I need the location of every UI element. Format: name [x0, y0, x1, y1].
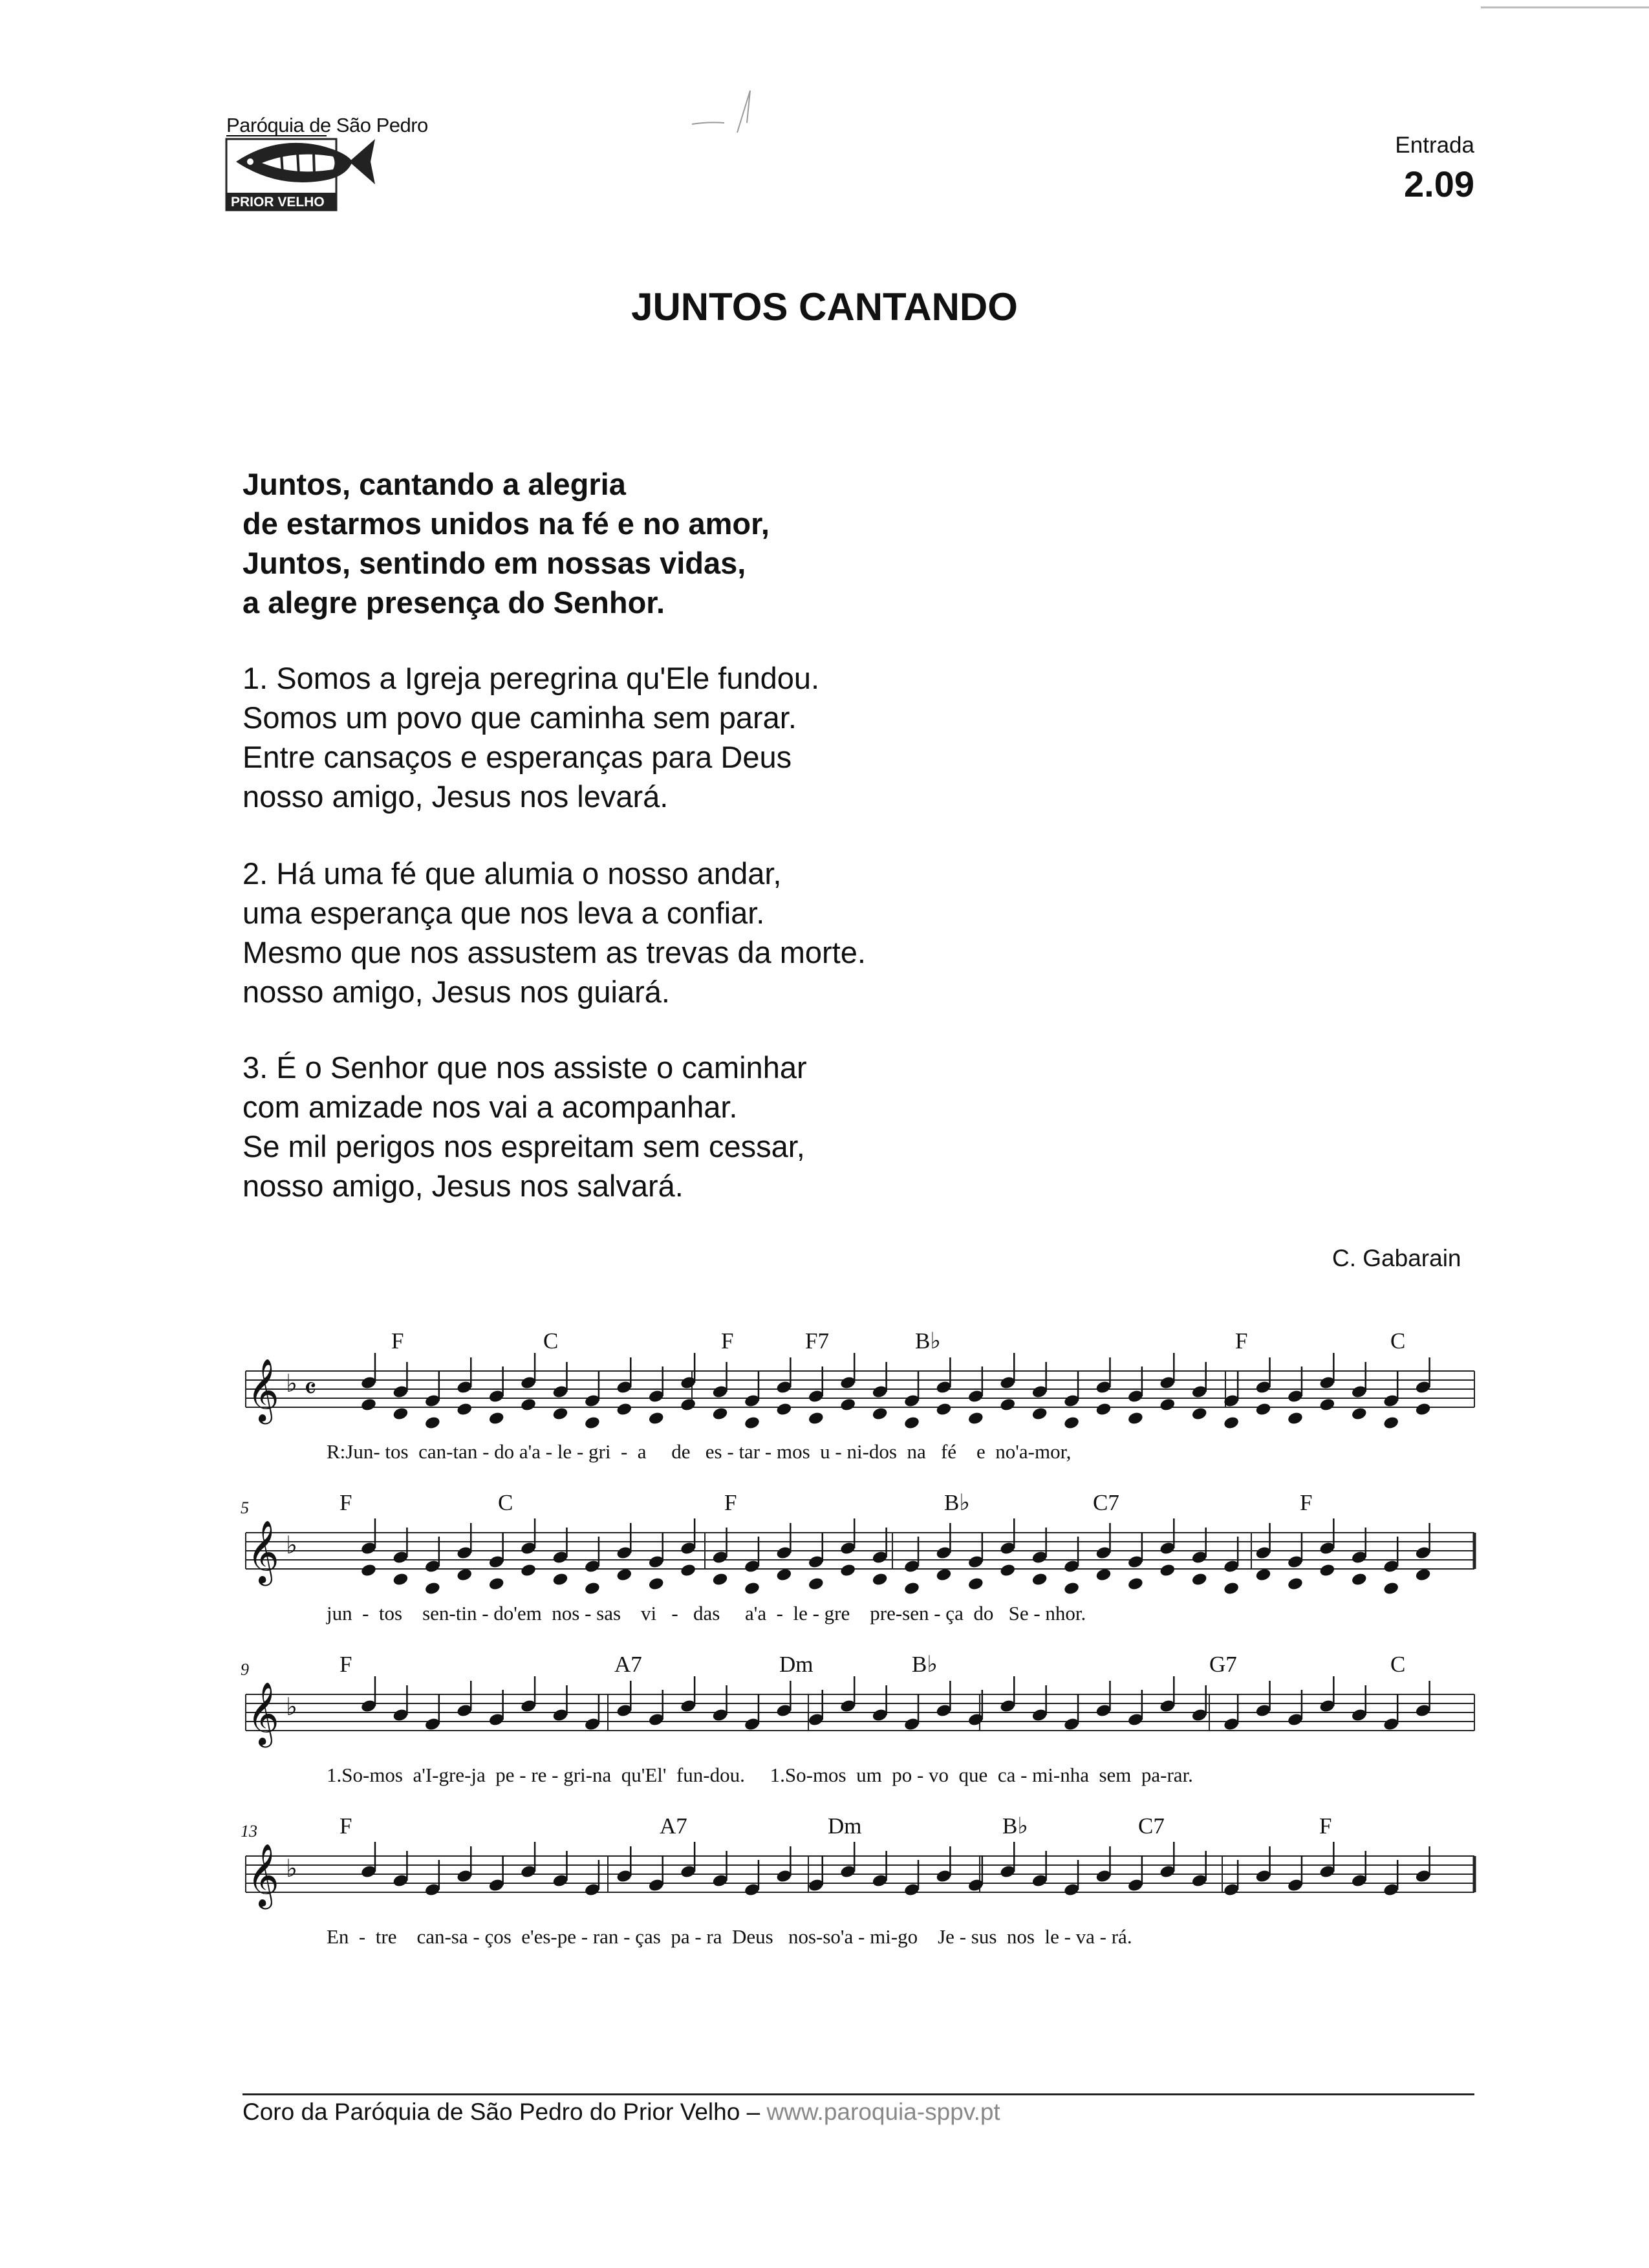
note-head	[1415, 1568, 1432, 1582]
scan-edge	[1481, 0, 1649, 8]
verse-line: Mesmo que nos assustem as trevas da morte.	[242, 935, 866, 969]
chord-symbol: Dm	[779, 1652, 814, 1677]
chord-symbol: C7	[1093, 1490, 1119, 1515]
note-head	[424, 1416, 441, 1431]
section-label: Entrada	[1395, 133, 1474, 158]
note-head	[616, 1568, 632, 1582]
note-head	[1095, 1402, 1112, 1417]
note-head	[360, 1563, 377, 1578]
note-head	[967, 1577, 984, 1592]
chord-symbol: C7	[1138, 1813, 1165, 1839]
verse-line: 1. Somos a Igreja peregrina qu'Ele fundou.	[242, 661, 820, 695]
note-head	[711, 1407, 728, 1421]
measure-number: 5	[241, 1498, 249, 1517]
note-head	[520, 1563, 537, 1578]
note-head	[1159, 1563, 1176, 1578]
chord-symbol: F	[339, 1490, 352, 1515]
note-head	[1255, 1402, 1271, 1417]
note-head	[456, 1568, 473, 1582]
verse-line: nosso amigo, Jesus nos levará.	[242, 779, 669, 814]
chord-symbol: B♭	[944, 1490, 970, 1515]
note-head	[424, 1581, 441, 1596]
key-flat: ♭	[286, 1854, 297, 1883]
note-head	[839, 1563, 856, 1578]
note-head	[1383, 1581, 1399, 1596]
chord-symbol: A7	[614, 1652, 642, 1677]
measure-number: 9	[241, 1660, 249, 1679]
note-head	[1255, 1568, 1271, 1582]
note-head	[1223, 1416, 1240, 1431]
note-head	[584, 1581, 601, 1596]
treble-clef: 𝄞	[247, 1681, 279, 1745]
note-head	[360, 1398, 377, 1412]
chord-symbol: Dm	[828, 1813, 862, 1839]
footer	[242, 2099, 1000, 2126]
pencil-mark	[689, 84, 766, 136]
note-head	[935, 1568, 952, 1582]
lyric-line: jun - tos sen-tin - do'em nos - sas vi - das a'a - le - gre pre-sen - ça do Se - nhor.	[327, 1602, 1086, 1625]
key-flat: ♭	[286, 1531, 297, 1559]
refrain-line: a alegre presença do Senhor.	[242, 585, 665, 620]
note-head	[552, 1407, 568, 1421]
note-head	[1063, 1581, 1080, 1596]
note-head	[1031, 1572, 1048, 1587]
verse-line: 3. É o Senhor que nos assiste o caminhar	[242, 1050, 807, 1085]
chord-symbol: C	[1390, 1328, 1406, 1354]
note-head	[1351, 1407, 1368, 1421]
lyric-line: En - tre can-sa - ços e'es-pe - ran - ças pa - ra Deus nos-so'a - mi-go Je - sus nos le - va - rá.	[327, 1925, 1132, 1948]
note-head	[1159, 1398, 1176, 1412]
note-head	[808, 1411, 824, 1426]
refrain-line: Juntos, cantando a alegria	[242, 467, 626, 501]
treble-clef: 𝄞	[247, 1520, 279, 1583]
parish-place: PRIOR VELHO	[231, 195, 325, 210]
verse-line: nosso amigo, Jesus nos salvará.	[242, 1169, 684, 1203]
sheet-music	[239, 1319, 1481, 2005]
song-number: 2.09	[1404, 164, 1474, 204]
note-head	[1031, 1407, 1048, 1421]
note-head	[616, 1402, 632, 1417]
note-head	[1287, 1577, 1304, 1592]
note-head	[935, 1402, 952, 1417]
time-signature: 𝄴	[304, 1372, 317, 1405]
note-head	[552, 1572, 568, 1587]
note-head	[1383, 1416, 1399, 1431]
note-head	[1095, 1568, 1112, 1582]
note-head	[680, 1398, 696, 1412]
note-head	[744, 1416, 760, 1431]
verse-line: Se mil perigos nos espreitam sem cessar,	[242, 1129, 805, 1163]
note-head	[744, 1581, 760, 1596]
note-head	[584, 1416, 601, 1431]
note-head	[999, 1563, 1016, 1578]
footer-rule	[242, 2093, 1474, 2095]
refrain-line: de estarmos unidos na fé e no amor,	[242, 506, 770, 541]
chord-symbol: B♭	[915, 1328, 941, 1354]
chord-symbol: C	[498, 1490, 513, 1515]
chord-symbol: A7	[660, 1813, 687, 1839]
note-head	[1191, 1572, 1208, 1587]
verse-line: nosso amigo, Jesus nos guiará.	[242, 975, 670, 1009]
note-head	[1415, 1402, 1432, 1417]
note-head	[1319, 1563, 1335, 1578]
chord-symbol: F	[339, 1652, 352, 1677]
note-head	[1127, 1577, 1144, 1592]
key-flat: ♭	[286, 1369, 297, 1398]
verse-1	[242, 658, 819, 816]
note-head	[903, 1581, 920, 1596]
note-head	[775, 1568, 792, 1582]
note-head	[872, 1407, 889, 1421]
chord-symbol: F	[391, 1328, 404, 1354]
footer-text: Coro da Paróquia de São Pedro do Prior Velho –	[242, 2099, 767, 2125]
note-head	[680, 1563, 696, 1578]
verse-3	[242, 1048, 807, 1205]
chord-symbol: F	[724, 1490, 737, 1515]
chord-symbol: F	[721, 1328, 734, 1354]
note-head	[1127, 1411, 1144, 1426]
note-head	[775, 1402, 792, 1417]
note-head	[392, 1407, 409, 1421]
note-head	[999, 1398, 1016, 1412]
verse-line: Entre cansaços e esperanças para Deus	[242, 740, 792, 774]
note-head	[1063, 1416, 1080, 1431]
treble-clef: 𝄞	[247, 1843, 279, 1906]
verse-2	[242, 854, 866, 1011]
measure-number: 13	[241, 1822, 257, 1841]
note-head	[903, 1416, 920, 1431]
parish-name: Paróquia de São Pedro	[226, 114, 428, 136]
note-head	[648, 1577, 665, 1592]
verse-line: com amizade nos vai a acompanhar.	[242, 1090, 738, 1124]
chord-symbol: F	[339, 1813, 352, 1839]
refrain	[242, 464, 770, 622]
note-head	[872, 1572, 889, 1587]
note-head	[1191, 1407, 1208, 1421]
note-head	[648, 1411, 665, 1426]
verse-line: Somos um povo que caminha sem parar.	[242, 700, 797, 735]
lyric-line: 1.So-mos a'I-gre-ja pe - re - gri-na qu'El' fun-dou. 1.So-mos um po - vo que ca - mi-nha sem pa-rar.	[327, 1764, 1193, 1786]
song-title: JUNTOS CANTANDO	[631, 285, 1018, 329]
note-head	[808, 1577, 824, 1592]
note-head	[839, 1398, 856, 1412]
note-head	[967, 1411, 984, 1426]
chord-symbol: F	[1235, 1328, 1248, 1354]
note-head	[1319, 1398, 1335, 1412]
note-head	[1351, 1572, 1368, 1587]
chord-symbol: F	[1319, 1813, 1332, 1839]
chord-symbol: F7	[805, 1328, 829, 1354]
chord-symbol: B♭	[1002, 1813, 1028, 1839]
note-head	[392, 1572, 409, 1587]
note-head	[1287, 1411, 1304, 1426]
key-flat: ♭	[286, 1692, 297, 1721]
note-head	[711, 1572, 728, 1587]
verse-line: 2. Há uma fé que alumia o nosso andar,	[242, 856, 782, 891]
note-head	[488, 1577, 505, 1592]
treble-clef: 𝄞	[247, 1358, 279, 1421]
parish-logo	[223, 116, 417, 217]
chord-symbol: C	[543, 1328, 559, 1354]
note-head	[488, 1411, 505, 1426]
chord-symbol: B♭	[912, 1652, 938, 1677]
lyric-line: R:Jun- tos can-tan - do a'a - le - gri - a de es - tar - mos u - ni-dos na fé e no'a-mor,	[327, 1440, 1072, 1463]
composer: C. Gabarain	[1332, 1245, 1461, 1271]
chord-symbol: C	[1390, 1652, 1406, 1677]
verse-line: uma esperança que nos leva a confiar.	[242, 896, 765, 930]
chord-symbol: G7	[1209, 1652, 1237, 1677]
chord-symbol: F	[1300, 1490, 1313, 1515]
note-head	[456, 1402, 473, 1417]
note-head	[520, 1398, 537, 1412]
refrain-line: Juntos, sentindo em nossas vidas,	[242, 546, 746, 580]
note-head	[1223, 1581, 1240, 1596]
footer-url: www.paroquia-sppv.pt	[766, 2099, 1000, 2125]
